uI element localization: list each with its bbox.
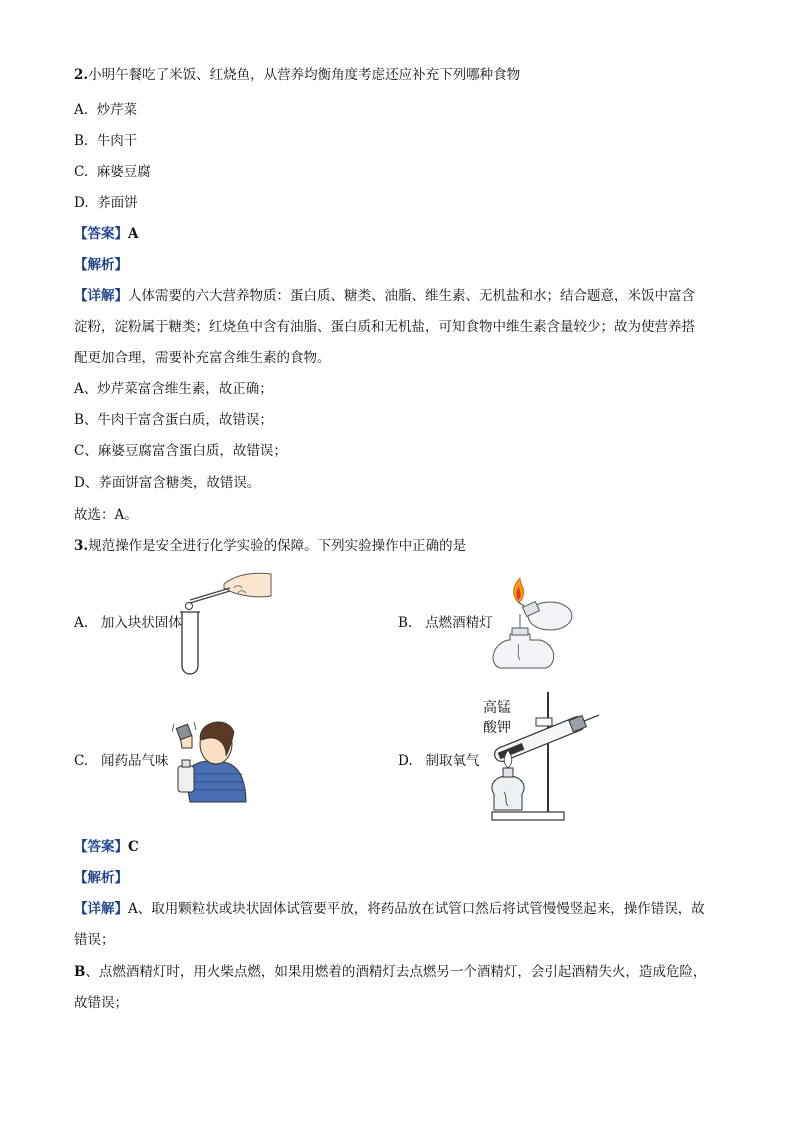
analysis-tag: 【解析】 bbox=[74, 870, 128, 886]
detail-text: 、点燃酒精灯时，用火柴点燃，如果用燃着的酒精灯去点燃另一个酒精灯，会引起酒精失火，造成危险， bbox=[85, 964, 707, 980]
q2-explanation-a: A、炒芹菜富含维生素，故正确； bbox=[74, 381, 273, 397]
q2-detail-line-2: 淀粉，淀粉属于糖类；红烧鱼中含有油脂、蛋白质和无机盐，可知食物中维生素含量较少；故为使营养搭 bbox=[74, 319, 695, 335]
q3-detail-b-line-2: 故错误； bbox=[74, 995, 128, 1011]
q2-conclusion: 故选：A。 bbox=[74, 507, 138, 523]
option-letter: C. bbox=[74, 753, 89, 769]
q2-number: 2. bbox=[74, 67, 89, 83]
q2-explanation-c: C、麻婆豆腐富含蛋白质，故错误； bbox=[74, 443, 287, 459]
q3-answer bbox=[74, 838, 139, 856]
q2-analysis-heading bbox=[74, 256, 128, 274]
q2-detail-line-3: 配更加合理，需要补充富含维生素的食物。 bbox=[74, 350, 331, 366]
option-text: 炒芹菜 bbox=[96, 102, 138, 118]
answer-tag: 【答案】 bbox=[74, 226, 128, 242]
q2-explanation-b: B、牛肉干富含蛋白质，故错误； bbox=[74, 412, 273, 428]
q2-option-b bbox=[74, 132, 137, 150]
detail-text: 人体需要的六大营养物质：蛋白质、糖类、油脂、维生素、无机盐和水；结合题意，米饭中富含 bbox=[128, 288, 695, 304]
option-text: 闻药品气味 bbox=[101, 753, 169, 769]
q3-option-c bbox=[74, 752, 169, 770]
option-letter: B. bbox=[74, 133, 89, 149]
q2-explanation-d: D、荞面饼富含糖类，故错误。 bbox=[74, 475, 261, 491]
figure-d-label-line-1: 高锰 bbox=[483, 700, 511, 716]
detail-b-letter: B bbox=[74, 964, 86, 980]
option-text: 牛肉干 bbox=[96, 133, 138, 149]
q3-stem-text: 规范操作是安全进行化学实验的保障。下列实验操作中正确的是 bbox=[88, 538, 467, 554]
q3-detail-b-line-1 bbox=[74, 963, 706, 981]
figure-d-label-line-2: 酸钾 bbox=[483, 720, 511, 736]
option-letter: A. bbox=[74, 615, 89, 631]
q2-option-c bbox=[74, 163, 151, 181]
q3-number: 3. bbox=[74, 538, 89, 554]
option-text: 点燃酒精灯 bbox=[425, 615, 493, 631]
q3-option-b bbox=[398, 614, 493, 632]
option-letter: D. bbox=[74, 195, 89, 211]
figure-smell-chemical bbox=[172, 712, 250, 804]
q2-stem-text: 小明午餐吃了米饭、红烧鱼，从营养均衡角度考虑还应补充下列哪种食物 bbox=[88, 67, 521, 83]
option-letter: A. bbox=[74, 102, 89, 118]
detail-text: A、取用颗粒状或块状固体试管要平放，将药品放在试管口然后将试管慢慢竖起来，操作错误，故 bbox=[128, 901, 705, 917]
q2-answer bbox=[74, 225, 138, 243]
q3-analysis-heading bbox=[74, 869, 128, 887]
option-text: 加入块状固体 bbox=[100, 615, 182, 631]
figure-light-alcohol-lamp bbox=[490, 574, 580, 672]
q2-option-d bbox=[74, 194, 138, 212]
option-text: 荞面饼 bbox=[97, 195, 138, 211]
option-letter: B. bbox=[398, 615, 413, 631]
option-text: 麻婆豆腐 bbox=[96, 164, 151, 180]
detail-tag: 【详解】 bbox=[74, 288, 128, 304]
answer-value: C bbox=[128, 839, 139, 855]
q3-option-d bbox=[398, 752, 480, 770]
analysis-tag: 【解析】 bbox=[74, 257, 128, 273]
answer-value: A bbox=[128, 226, 139, 242]
answer-tag: 【答案】 bbox=[74, 839, 128, 855]
figure-add-solid-to-test-tube bbox=[176, 566, 276, 680]
q2-detail-line-1 bbox=[74, 287, 695, 305]
q3-stem bbox=[74, 537, 466, 555]
option-letter: C. bbox=[74, 164, 89, 180]
q3-option-a bbox=[74, 614, 182, 632]
option-text: 制取氧气 bbox=[425, 753, 480, 769]
q3-detail-a-line-2: 错误； bbox=[74, 932, 115, 948]
q3-detail-a-line-1 bbox=[74, 900, 705, 918]
q2-stem bbox=[74, 66, 520, 84]
detail-tag: 【详解】 bbox=[74, 901, 128, 917]
q2-option-a bbox=[74, 101, 137, 119]
option-letter: D. bbox=[398, 753, 413, 769]
